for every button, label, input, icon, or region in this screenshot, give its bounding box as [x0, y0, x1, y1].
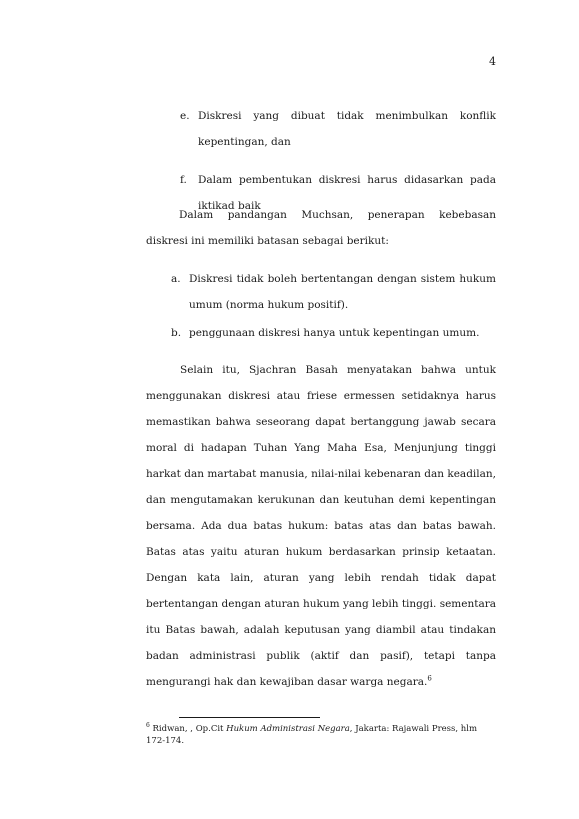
list-text-e: Diskresi yang dibuat tidak menimbulkan konflik kepentingan, dan	[198, 110, 496, 148]
footnote-reference[interactable]: 6	[427, 674, 432, 683]
footnote-author: Ridwan, , Op.Cit	[152, 724, 227, 734]
list-text-f: Dalam pembentukan diskresi harus didasarkan pada iktikad baik	[198, 174, 496, 212]
list-item-b	[171, 320, 496, 346]
list-text-a: Diskresi tidak boleh bertentangan dengan sistem hukum umum (norma hukum positif).	[189, 273, 496, 311]
page-number: 4	[489, 55, 496, 68]
footnote	[146, 723, 496, 747]
list-text-b: penggunaan diskresi hanya untuk kepentingan umum.	[189, 327, 480, 339]
paragraph-sjachran	[146, 357, 496, 695]
list-marker-e: e.	[180, 110, 190, 122]
list-marker-a: a.	[171, 273, 181, 285]
footnote-number: 6	[146, 722, 150, 730]
list-marker-b: b.	[171, 327, 182, 339]
list-item-a	[171, 266, 496, 318]
list-item-e	[180, 103, 496, 155]
list-marker-f: f.	[180, 174, 187, 186]
paragraph-muchsan: Dalam pandangan Muchsan, penerapan kebebasan diskresi ini memiliki batasan sebagai berikut:	[146, 209, 496, 247]
footnote-source: , Jakarta: Rajawali Press, hlm 172-174.	[146, 724, 478, 746]
footnote-separator	[179, 717, 320, 718]
footnote-title: Hukum Administrasi Negara	[226, 724, 350, 734]
paragraph-sjachran-text: Selain itu, Sjachran Basah menyatakan bahwa untuk menggunakan diskresi atau friese ermessen setidaknya harus memastikan bahwa seseorang dapat bertanggung jawab secara moral di hadapan Tuhan Yang Maha Esa, Menjunjung tinggi harkat dan martabat manusia, nilai-nilai kebenaran dan keadilan, dan mengutamakan kerukunan dan keutuhan demi kepentingan bersama. Ada dua batas hukum: batas atas dan batas bawah. Batas atas yaitu aturan hukum berdasarkan prinsip ketaatan. Dengan kata lain, aturan yang lebih rendah tidak dapat bertentangan dengan aturan hukum yang lebih tinggi. sementara itu Batas bawah, adalah keputusan yang diambil atau tindakan badan administrasi publik (aktif dan pasif), tetapi tanpa mengurangi hak dan kewajiban dasar warga negara.	[146, 364, 496, 688]
